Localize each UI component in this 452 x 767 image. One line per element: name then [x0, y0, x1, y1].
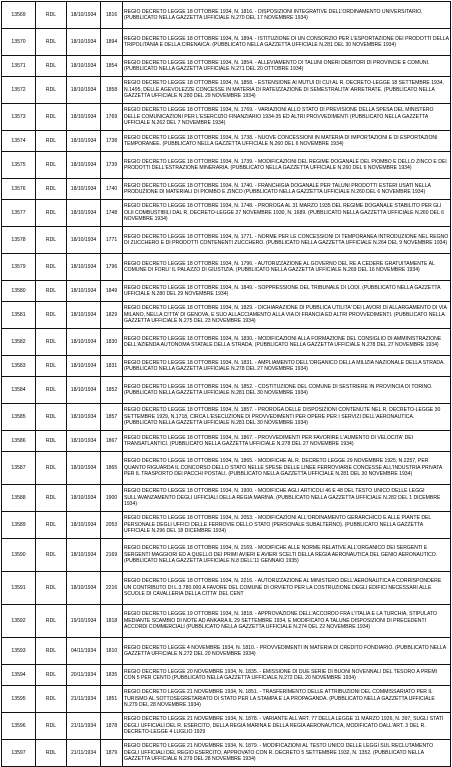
- act-title-cell: REGIO DECRETO LEGGE 18 OTTOBRE 1934, N. 1858. - ESTENSIONE AI MUTUI DI CUI AL R. DECRETO-LEGGE 18 SETTEMBRE 1934, N.1495, DELLE AGEVOLEZZE CONCESSE IN MATERIA DI RATEIZZAZIONE DI SEMESTRALITA' ARRETRATE. (PUBBLICATO NELLA GAZZETTA UFFICIALE N.280 DEL 29 NOVEMBRE 1934): [123, 77, 451, 104]
- table-row: [2, 431, 451, 452]
- act-type-cell: RDL: [36, 281, 67, 302]
- act-title-cell: REGIO DECRETO LEGGE 18 OTTOBRE 1934, N. 1796. - AUTORIZZAZIONE AL GOVERNO DEL RE A CEDERE GRATUITAMENTE AL COMUNE DI FORLI' IL PALAZZO DI GIUSTIZIA. (PUBBLICATO NELLA GAZZETTA UFFICIALE N.269 DEL 16 NOVEMBRE 1934): [123, 254, 451, 281]
- table-row: [2, 2, 451, 29]
- act-title-cell: REGIO DECRETO LEGGE 18 OTTOBRE 1934, N. 2216. - AUTORIZZAZIONE AL MINISTERO DELL'AERONAUTICA A CORRISPONDERE UN CONTRIBUTO DI L.3.780.000 A FAVORE DEL COMUNE DI ORVIETO PER LA COSTRUZIONE DEGLI EDIFICI NECESSARI ALLE SCUOLE DI CAVALLERIA DELLA CITTA' DEL CENT: [123, 572, 451, 605]
- act-date-cell: 18/10/1934: [67, 356, 101, 377]
- record-id-cell: 13597: [2, 740, 36, 767]
- act-type-cell: RDL: [36, 200, 67, 227]
- act-date-cell: 18/10/1934: [67, 227, 101, 254]
- act-number-cell: 1849: [101, 281, 123, 302]
- record-id-cell: 13592: [2, 605, 36, 638]
- decree-table: [1, 1, 451, 767]
- act-date-cell: 21/11/1934: [67, 686, 101, 713]
- act-title-cell: REGIO DECRETO LEGGE 21 NOVEMBRE 1934, N. 1879. - MODIFICAZIONI AL TESTO UNICO DELLE LEGGI SUL RECLUTAMENTO DEGLI UFFICIALI DEL REGIO ESERCITO, APPROVATO CON R. DECRETO 5 SETTEMBRE 1932, N. 1352. (PUBBLICATO NELLA GAZZETTA UFFICIALE N.279 DEL 28 NOVEMBRE 1934): [123, 740, 451, 767]
- table-row: [2, 77, 451, 104]
- table-row: [2, 686, 451, 713]
- act-type-cell: RDL: [36, 512, 67, 539]
- act-type-cell: RDL: [36, 452, 67, 485]
- act-type-cell: RDL: [36, 377, 67, 404]
- act-type-cell: RDL: [36, 356, 67, 377]
- act-number-cell: 1816: [101, 2, 123, 29]
- act-number-cell: 1830: [101, 329, 123, 356]
- record-id-cell: 13581: [2, 302, 36, 329]
- act-number-cell: 2053: [101, 512, 123, 539]
- act-type-cell: RDL: [36, 56, 67, 77]
- act-number-cell: 1796: [101, 254, 123, 281]
- act-type-cell: RDL: [36, 227, 67, 254]
- act-date-cell: 18/10/1934: [67, 485, 101, 512]
- act-number-cell: 1858: [101, 77, 123, 104]
- act-number-cell: 1829: [101, 302, 123, 329]
- table-row: [2, 740, 451, 767]
- record-id-cell: 13571: [2, 56, 36, 77]
- act-title-cell: REGIO DECRETO LEGGE 18 OTTOBRE 1934, N. 1829. - DICHIARAZIONE DI PUBBLICA UTILITA' DEI LAVORI DI ALLARGAMENTO DI VIA MILANO, NELLA CITTA' DI GENOVA, E SUO ALLACCIAMENTO ALLA VIA DI FRANCIA ED ALTRI PROVVEDIMENTI. (PUBBLICATO NELLA GAZZETTA UFFICIALE N.275 DEL 23 NOVEMBRE 1934): [123, 302, 451, 329]
- act-date-cell: 18/10/1934: [67, 512, 101, 539]
- table-row: [2, 302, 451, 329]
- act-type-cell: RDL: [36, 329, 67, 356]
- act-number-cell: 2216: [101, 572, 123, 605]
- table-row: [2, 404, 451, 431]
- act-number-cell: 1879: [101, 740, 123, 767]
- act-type-cell: RDL: [36, 485, 67, 512]
- act-title-cell: REGIO DECRETO LEGGE 18 OTTOBRE 1934, N. 1816. - DISPOSIZIONI INTEGRATIVE DELL'ORDINAMENTO UNIVERSITARIO. (PUBBLICATO NELLA GAZZETTA UFFICIALE N.270 DEL 17 NOVEMBRE 1934): [123, 2, 451, 29]
- act-date-cell: 18/10/1934: [67, 404, 101, 431]
- act-number-cell: 1851: [101, 686, 123, 713]
- act-title-cell: REGIO DECRETO LEGGE 18 OTTOBRE 1934, N. 1857. - PROROGA DELLE DISPOSIZIONI CONTENUTE NEL R. DECRETO-LEGGE 30 SETTEMBRE 1929, N.1718, CIRCA L'ESECUZIONE DI PROVVEDIMENTI PER OPERE PER I SERVIZI DELL'AERONAUTICA. (PUBBLICATO NELLA GAZZETTA UFFICIALE N.281 DEL 30 NOVEMBRE 1934): [123, 404, 451, 431]
- table-row: [2, 665, 451, 686]
- record-id-cell: 13589: [2, 512, 36, 539]
- act-number-cell: 1900: [101, 485, 123, 512]
- act-type-cell: RDL: [36, 77, 67, 104]
- record-id-cell: 13588: [2, 485, 36, 512]
- act-title-cell: REGIO DECRETO LEGGE 21 NOVEMBRE 1934, N. 1878. - VARIANTE ALL'ART. 77 DELLA LEGGE 11 MARZO 1926, N. 397, SUGLI STATI DEGLI UFFICIALI DEL R. ESERCITO, DELLA REGIA MARINA E DELLA REGIA AERONAUTICA, MODIFICATO DALL'ART. 3 DEL R. DECRETO-LEGGE 4 LUGLIO 1929: [123, 713, 451, 740]
- act-type-cell: RDL: [36, 104, 67, 131]
- table-row: [2, 356, 451, 377]
- act-title-cell: REGIO DECRETO LEGGE 18 OTTOBRE 1934, N. 1831. - AMPLIAMENTO DELL'ORGANICO DELLA MILIZIA NAZIONALE DELLA STRADA. (PUBBLICATO NELLA GAZZETTA UFFICIALE N.278 DEL 27 NOVEMBRE 1934): [123, 356, 451, 377]
- act-number-cell: 1835: [101, 665, 123, 686]
- record-id-cell: 13596: [2, 713, 36, 740]
- act-date-cell: 18/10/1934: [67, 431, 101, 452]
- act-number-cell: 1739: [101, 152, 123, 179]
- act-date-cell: 21/11/1934: [67, 713, 101, 740]
- act-number-cell: 1831: [101, 356, 123, 377]
- act-date-cell: 18/10/1934: [67, 56, 101, 77]
- record-id-cell: 13572: [2, 77, 36, 104]
- act-type-cell: RDL: [36, 404, 67, 431]
- act-type-cell: RDL: [36, 638, 67, 665]
- table-row: [2, 329, 451, 356]
- act-number-cell: 1769: [101, 104, 123, 131]
- act-date-cell: 20/11/1934: [67, 665, 101, 686]
- table-row: [2, 713, 451, 740]
- record-id-cell: 13584: [2, 377, 36, 404]
- record-id-cell: 13578: [2, 227, 36, 254]
- table-row: [2, 131, 451, 152]
- record-id-cell: 13579: [2, 254, 36, 281]
- act-title-cell: REGIO DECRETO LEGGE 18 OTTOBRE 1934, N. 1865. - MODIFICHE AL R. DECRETO LEGGE 29 NOVEMBRE 1925, N.2257, PER QUANTO RIGUARDA IL CONCORSO DELLO STATO NELLE SPESE DELLE LINEE FERROVIARIE CONCESSE ALL'INDUSTRIA PRIVATA PER IL TRASPORTO DEI PACCHI POSTALI. (PUBBLICATO NELLA GAZZETTA UFFICIALE N.281 DEL 30 NOVEMBRE 1934): [123, 452, 451, 485]
- record-id-cell: 13591: [2, 572, 36, 605]
- act-title-cell: REGIO DECRETO LEGGE 4 NOVEMBRE 1934, N. 1810. - PROVVEDIMENTI IN MATERIA DI CREDITO FONDIARIO. (PUBBLICATO NELLA GAZZETTA UFFICIALE N.272 DEL 20 NOVEMBRE 1934): [123, 638, 451, 665]
- record-id-cell: 13576: [2, 179, 36, 200]
- record-id-cell: 13594: [2, 665, 36, 686]
- act-date-cell: 18/10/1934: [67, 179, 101, 200]
- act-date-cell: 18/10/1934: [67, 572, 101, 605]
- act-number-cell: 1865: [101, 452, 123, 485]
- record-id-cell: 13593: [2, 638, 36, 665]
- record-id-cell: 13590: [2, 539, 36, 572]
- act-number-cell: 2169: [101, 539, 123, 572]
- act-number-cell: 1857: [101, 404, 123, 431]
- table-row: [2, 104, 451, 131]
- act-number-cell: 1740: [101, 179, 123, 200]
- record-id-cell: 13574: [2, 131, 36, 152]
- act-number-cell: 1867: [101, 431, 123, 452]
- record-id-cell: 13583: [2, 356, 36, 377]
- record-id-cell: 13575: [2, 152, 36, 179]
- record-id-cell: 13582: [2, 329, 36, 356]
- act-title-cell: REGIO DECRETO LEGGE 18 OTTOBRE 1934, N. 1849. - SOPPRESSIONE DEL TRIBUNALE DI LODI. (PUBBLICATO NELLA GAZZETTA UFFICIALE N.280 DEL 29 NOVEMBRE 1934): [123, 281, 451, 302]
- decree-table-sheet: [1, 1, 450, 767]
- table-row: [2, 572, 451, 605]
- act-type-cell: RDL: [36, 29, 67, 56]
- act-date-cell: 18/10/1934: [67, 152, 101, 179]
- act-title-cell: REGIO DECRETO LEGGE 21 NOVEMBRE 1934, N. 1851. - TRASFERIMENTO DELLE ATTRIBUZIONI DEL COMMISSARIATO PER IL TURISMO AL SOTTOSEGRETARIATO DI STATO PER LA STAMPA E LA PROPAGANDA. (PUBBLICATO NELLA GAZZETTA UFFICIALE N.279 DEL 28 NOVEMBRE 1934): [123, 686, 451, 713]
- act-title-cell: REGIO DECRETO LEGGE 20 NOVEMBRE 1934, N. 1835. - EMISSIONE DI DUE SERIE DI BUONI NOVENNALI DEL TESORO A PREMI CON 5 PER CENTO (PUBBLICATO NELLA GAZZETTA UFFICIALE N.272 DEL 20 NOVEMBRE 1934): [123, 665, 451, 686]
- act-title-cell: REGIO DECRETO LEGGE 18 OTTOBRE 1934, N. 1854. - ALLEVIAMENTO DI TALUNI ONERI DEBITORI DI PROVINCIE E COMUNI. (PUBBLICATO NELLA GAZZETTA UFFICIALE N.271 DEL 20 OTTOBRE 1934): [123, 56, 451, 77]
- act-title-cell: REGIO DECRETO LEGGE 18 OTTOBRE 1934, N. 1867. - PROVVEDIMENTI PER FAVORIRE L'AUMENTO DI VELOCITA' DEI TRANSATLANTICI. (PUBBLICATO NELLA GAZZETTA UFFICIALE N.278 DEL 27 NOVEMBRE 1934): [123, 431, 451, 452]
- act-title-cell: REGIO DECRETO LEGGE 18 OTTOBRE 1934, N. 1738. - NUOVE CONCESSIONI IN MATERIA DI IMPORTAZIONI E DI ESPORTAZIONI TEMPORANEE. (PUBBLICATO NELLA GAZZETTA UFFICIALE N.260 DEL 6 NOVEMBRE 1934): [123, 131, 451, 152]
- record-id-cell: 13586: [2, 431, 36, 452]
- act-type-cell: RDL: [36, 713, 67, 740]
- act-date-cell: 18/10/1934: [67, 104, 101, 131]
- act-type-cell: RDL: [36, 131, 67, 152]
- act-date-cell: 18/10/1934: [67, 200, 101, 227]
- table-row: [2, 29, 451, 56]
- act-type-cell: RDL: [36, 431, 67, 452]
- table-row: [2, 227, 451, 254]
- record-id-cell: 13587: [2, 452, 36, 485]
- act-type-cell: RDL: [36, 605, 67, 638]
- act-title-cell: REGIO DECRETO LEGGE 18 OTTOBRE 1934, N. 1852. - COSTITUZIONE DEL COMUNE DI SESTRIERE IN PROVINCIA DI TORINO. (PUBBLICATO NELLA GAZZETTA UFFICIALE N.281 DEL 30 NOVEMBRE 1934): [123, 377, 451, 404]
- act-date-cell: 18/10/1934: [67, 452, 101, 485]
- table-row: [2, 485, 451, 512]
- act-date-cell: 18/10/1934: [67, 29, 101, 56]
- act-title-cell: REGIO DECRETO LEGGE 18 OTTOBRE 1934, N. 2169. - MODIFICHE ALLE NORME RELATIVE ALL'ORGANICO DEI SERGENTI E SERGENTI MAGGIORI ED A QUELLO DEI PRIMI AVIERI E AVIERI SCELTI DELLA REGIA AERONAUTICA DEL GENIO AERONAUTICO. (PUBBLICATO NELLA GAZZETTA UFFICIALE N.8 DELL'11 GENNAIO 1935): [123, 539, 451, 572]
- act-title-cell: REGIO DECRETO LEGGE 18 OTTOBRE 1934, N. 1740. - FRANCHIGIA DOGANALE PER TALUNI PRODOTTI ESTERI USATI NELLA PRODUZIONE DI MATERIALI DI PIOMBO E ZINCO (PUBBLICATO NELLA GAZZETTA UFFICIALE N.260 DEL 6 NOVEMBRE 1934): [123, 179, 451, 200]
- act-title-cell: REGIO DECRETO LEGGE 18 OTTOBRE 1934, N. 1748. - PROROGA AL 31 MARZO 1935 DEL REGIME DOGANALE STABILITO PER GLI OLII COMBUSTIBILI DAL R. DECRETO-LEGGE 27 NOVEMBRE 1930, N. 1689. (PUBBLICATO NELLA GAZZETTA UFFICIALE N.260 DEL 6 NOVEMBRE 1934): [123, 200, 451, 227]
- act-type-cell: RDL: [36, 302, 67, 329]
- record-id-cell: 13570: [2, 29, 36, 56]
- act-date-cell: 18/10/1934: [67, 2, 101, 29]
- act-date-cell: 19/10/1934: [67, 605, 101, 638]
- table-row: [2, 152, 451, 179]
- act-date-cell: 18/10/1934: [67, 77, 101, 104]
- act-date-cell: 18/10/1934: [67, 302, 101, 329]
- act-type-cell: RDL: [36, 539, 67, 572]
- table-row: [2, 512, 451, 539]
- act-title-cell: REGIO DECRETO LEGGE 18 OTTOBRE 1934, N. 1769. - VARIAZIONI ALLO STATO DI PREVISIONE DELLA SPESA DEL MINISTERO DELLE COMUNICAZIONI PER L'ESERCIZIO FINANZIARIO 1934-35 ED ALTRI PROVVEDIMENTI (PUBBLICATO NELLA GAZZETTA UFFICIALE N.262 DEL 7 NOVEMBRE 1934): [123, 104, 451, 131]
- act-type-cell: RDL: [36, 572, 67, 605]
- table-row: [2, 638, 451, 665]
- act-title-cell: REGIO DECRETO LEGGE 18 OTTOBRE 1934, N. 1771. - NORME PER LE CONCESSIONI DI TEMPORANEA INTRODUZIONE NEL REGNO DI ZUCCHERO E DI PRODOTTI CONTENENTI ZUCCHERO. (PUBBLICATO NELLA GAZZETTA UFFICIALE N.264 DEL 9 NOVEMBRE 1934): [123, 227, 451, 254]
- act-date-cell: 18/10/1934: [67, 281, 101, 302]
- act-date-cell: 18/10/1934: [67, 377, 101, 404]
- record-id-cell: 13569: [2, 2, 36, 29]
- act-number-cell: 1854: [101, 56, 123, 77]
- act-title-cell: REGIO DECRETO LEGGE 18 OTTOBRE 1934, N. 1894. - ISTITUZIONE DI UN CONSORZIO PER L'ESPORTAZIONE DEI PRODOTTI DELLA TRIPOLITANIA E DELLA CIRENAICA. (PUBBLICATO NELLA GAZZETTA UFFICIALE N.281 DEL 30 NOVEMBRE 1934): [123, 29, 451, 56]
- table-row: [2, 377, 451, 404]
- act-number-cell: 1748: [101, 200, 123, 227]
- table-row: [2, 254, 451, 281]
- act-date-cell: 18/10/1934: [67, 254, 101, 281]
- act-type-cell: RDL: [36, 254, 67, 281]
- record-id-cell: 13577: [2, 200, 36, 227]
- act-number-cell: 1894: [101, 29, 123, 56]
- act-title-cell: REGIO DECRETO LEGGE 18 OTTOBRE 1934, N. 1830. - MODIFICAZIONI ALLA FORMAZIONE DEL CONSIGLIO DI AMMINISTRAZIONE DELL'AZIENDA AUTONOMA STATALE DELLA STRADA. (PUBBLICATO NELLA GAZZETTA UFFICIALE N.278 DEL 27 NOVEMBRE 1934): [123, 329, 451, 356]
- act-title-cell: REGIO DECRETO LEGGE 18 OTTOBRE 1934, N. 1900. - MODIFICHE AGLI ARTICOLI 46 E 48 DEL TESTO UNICO DELLE LEGGI SULL'AVANZAMENTO DEGLI UFFICIALI DELLA REGIA MARINA. (PUBBLICATO NELLA GAZZETTA UFFICIALE N.282 DEL 1 DICEMBRE 1934): [123, 485, 451, 512]
- act-number-cell: 1738: [101, 131, 123, 152]
- act-number-cell: 1852: [101, 377, 123, 404]
- act-number-cell: 1818: [101, 605, 123, 638]
- act-date-cell: 18/10/1934: [67, 539, 101, 572]
- act-number-cell: 1810: [101, 638, 123, 665]
- act-number-cell: 1771: [101, 227, 123, 254]
- act-title-cell: REGIO DECRETO LEGGE 19 OTTOBRE 1934, N. 1818. - APPROVAZIONE DELL'ACCORDO FRA L'ITALIA E LA TURCHIA, STIPULATO MEDIANTE SCAMBIO DI NOTE AD ANKARA IL 29 SETTEMBRE 1934, E MODIFICATO A TALUNE DISPOSIZIONI DI PRECEDENTI ACCORDI COMMERCIALI (PUBBLICATO NELLA GAZZETTA UFFICIALE N.274 DEL 22 NOVEMBRE 1934): [123, 605, 451, 638]
- table-row: [2, 605, 451, 638]
- act-type-cell: RDL: [36, 686, 67, 713]
- table-row: [2, 179, 451, 200]
- act-title-cell: REGIO DECRETO LEGGE 18 OTTOBRE 1934, N. 1739. - MODIFICAZIONI DEL REGIME DOGANALE DEL PIOMBO E DELLO ZINCO E DEI PRODOTTI DELL'ESTRAZIONE MINERARIA. (PUBBLICATO NELLA GAZZETTA UFFICIALE N.260 DEL 6 NOVEMBRE 1934): [123, 152, 451, 179]
- act-type-cell: RDL: [36, 179, 67, 200]
- act-number-cell: 1878: [101, 713, 123, 740]
- act-title-cell: REGIO DECRETO LEGGE 18 OTTOBRE 1934, N. 2053. - MODIFICAZIONI ALL'ORDINAMENTO GERARCHICO E ALLE PIANTE DEL PERSONALE DEGLI UFFICI DELLE FERROVIE DELLO STATO (PERSONALE SUBALTERNO). (PUBBLICATO NELLA GAZZETTA UFFICIALE N.296 DEL 18 DICEMBRE 1934): [123, 512, 451, 539]
- table-row: [2, 452, 451, 485]
- act-type-cell: RDL: [36, 2, 67, 29]
- act-date-cell: 04/11/1934: [67, 638, 101, 665]
- act-type-cell: RDL: [36, 665, 67, 686]
- table-row: [2, 200, 451, 227]
- table-row: [2, 281, 451, 302]
- table-row: [2, 56, 451, 77]
- act-date-cell: 18/10/1934: [67, 131, 101, 152]
- table-row: [2, 539, 451, 572]
- record-id-cell: 13580: [2, 281, 36, 302]
- act-date-cell: 18/10/1934: [67, 329, 101, 356]
- record-id-cell: 13585: [2, 404, 36, 431]
- act-type-cell: RDL: [36, 152, 67, 179]
- act-type-cell: RDL: [36, 740, 67, 767]
- record-id-cell: 13573: [2, 104, 36, 131]
- act-date-cell: 21/11/1934: [67, 740, 101, 767]
- record-id-cell: 13595: [2, 686, 36, 713]
